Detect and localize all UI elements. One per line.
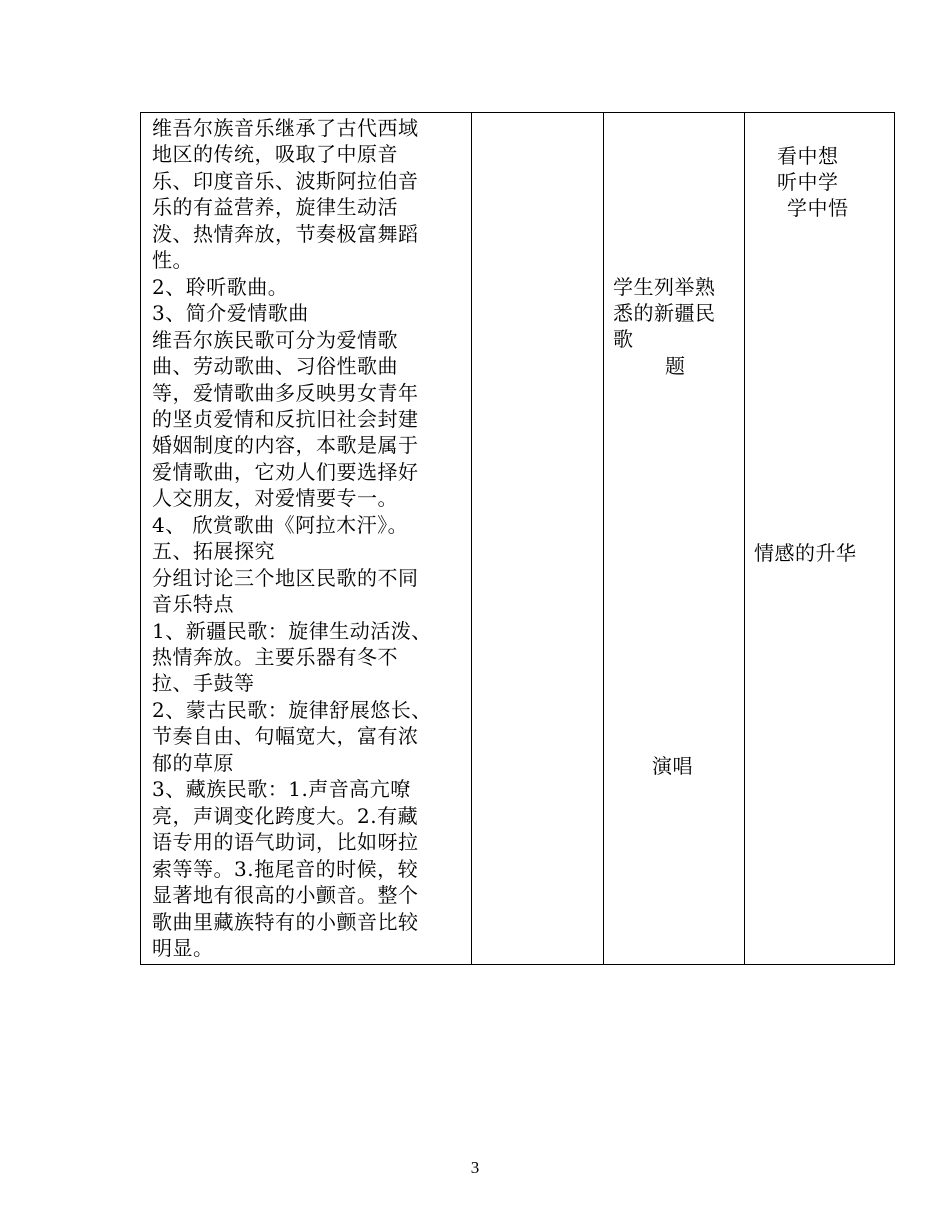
intent-watch-line: 看中想	[777, 144, 839, 168]
content-cell	[152, 113, 470, 963]
content-line: 2、聆听歌曲。	[152, 274, 289, 299]
content-line: 曲、劳动歌曲、习俗性歌曲	[152, 354, 398, 379]
teacher-cell	[472, 113, 602, 963]
content-line: 3、藏族民歌：1.声音高亢嘹	[152, 777, 411, 802]
content-line: 3、简介爱情歌曲	[152, 301, 309, 326]
content-line: 拉、手鼓等	[152, 671, 255, 696]
intent-emotion: 情感的升华	[754, 541, 857, 565]
content-line: 维吾尔族民歌可分为爱情歌	[152, 327, 398, 352]
student-cell	[604, 113, 743, 963]
student-topic: 题	[665, 354, 686, 378]
content-line: 维吾尔族音乐继承了古代西域	[152, 116, 419, 140]
content-line: 索等等。3.拖尾音的时候，较	[152, 856, 419, 881]
content-line: 五、拓展探究	[152, 539, 275, 564]
student-activity-line: 学生列举熟	[613, 275, 716, 299]
content-line: 婚姻制度的内容，本歌是属于	[152, 433, 419, 458]
content-line: 明显。	[152, 935, 214, 960]
content-line: 显著地有很高的小颤音。整个	[152, 883, 419, 908]
student-activity-line: 悉的新疆民	[613, 301, 716, 325]
content-line: 亮，声调变化跨度大。2.有藏	[152, 803, 419, 828]
content-line: 乐的有益营养，旋律生动活	[152, 195, 398, 220]
content-line: 4、 欣赏歌曲《阿拉木汗》。	[152, 512, 409, 537]
content-line: 节奏自由、句幅宽大，富有浓	[152, 724, 419, 749]
student-singing: 演唱	[652, 754, 693, 778]
student-activity-line: 歌	[613, 327, 634, 351]
content-line: 2、蒙古民歌：旋律舒展悠长、	[152, 697, 432, 722]
content-line: 的坚贞爱情和反抗旧社会封建	[152, 406, 419, 431]
content-line: 乐、印度音乐、波斯阿拉伯音	[152, 168, 419, 193]
intent-watch-line: 听中学	[777, 170, 839, 194]
intent-cell	[745, 113, 895, 963]
content-line: 性。	[152, 248, 193, 273]
intent-watch-line: 学中悟	[787, 196, 849, 220]
content-line: 1、新疆民歌：旋律生动活泼、	[152, 618, 432, 643]
content-line: 分组讨论三个地区民歌的不同	[152, 565, 419, 590]
content-line: 泼、热情奔放，节奏极富舞蹈	[152, 221, 419, 246]
content-line: 郁的草原	[152, 750, 234, 775]
content-line: 人交朋友，对爱情要专一。	[152, 486, 398, 511]
content-line: 地区的传统，吸取了中原音	[152, 142, 398, 167]
content-line: 爱情歌曲，它劝人们要选择好	[152, 459, 419, 484]
content-line: 热情奔放。主要乐器有冬不	[152, 645, 398, 669]
content-line: 等，爱情歌曲多反映男女青年	[152, 380, 419, 405]
page-number: 3	[470, 1158, 480, 1177]
content-line: 音乐特点	[152, 592, 234, 617]
content-line: 歌曲里藏族特有的小颤音比较	[152, 909, 419, 934]
content-line: 语专用的语气助词，比如呀拉	[152, 830, 419, 855]
lesson-table	[140, 112, 895, 965]
